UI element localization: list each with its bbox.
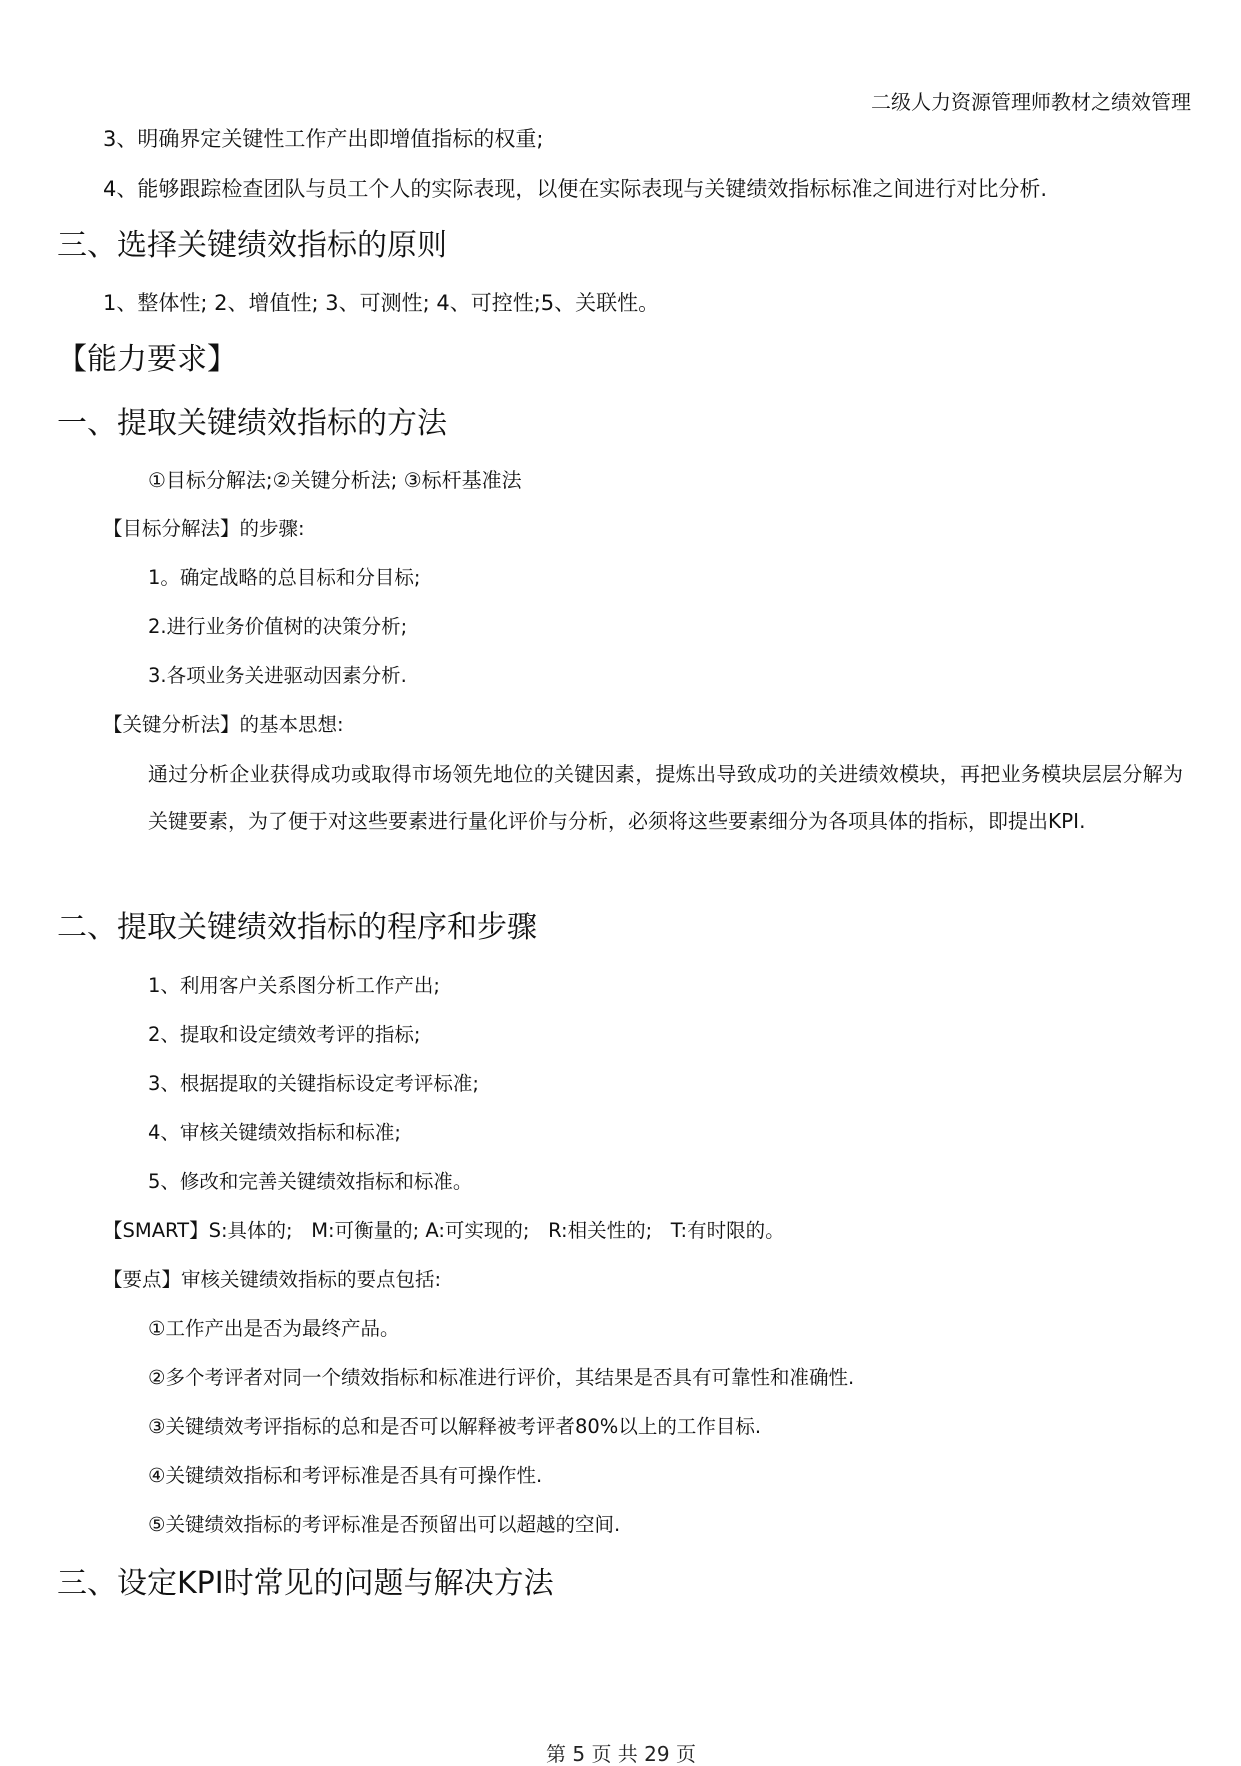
list-item: 2.进行业务价值树的决策分析; [148, 615, 408, 638]
section-heading: 二、提取关键绩效指标的程序和步骤 [57, 910, 537, 945]
list-item: 1、利用客户关系图分析工作产出; [148, 974, 440, 997]
list-item: 2、提取和设定绩效考评的指标; [148, 1023, 421, 1046]
section-heading: 一、提取关键绩效指标的方法 [57, 406, 447, 441]
list-item: ③关键绩效考评指标的总和是否可以解释被考评者80%以上的工作目标. [148, 1415, 762, 1438]
key-analysis-paragraph: 通过分析企业获得成功或取得市场领先地位的关键因素，提炼出导致成功的关进绩效模块，再把业务模块层层分解为关键要素，为了便于对这些要素进行量化评价与分析，必须将这些要素细分为各项具体的指标，即提出KPI. [148, 762, 1183, 833]
subsection-title: 【目标分解法】的步骤: [103, 517, 305, 540]
subsection-title: 【要点】审核关键绩效指标的要点包括: [103, 1268, 442, 1291]
list-item: ①工作产出是否为最终产品。 [148, 1317, 400, 1340]
list-item: 3.各项业务关进驱动因素分析. [148, 664, 407, 687]
page-footer: 第 5 页 共 29 页 [546, 1742, 696, 1766]
methods-line: ①目标分解法;②关键分析法; ③标杆基准法 [148, 468, 522, 492]
section-heading: 三、选择关键绩效指标的原则 [57, 228, 447, 263]
list-item: 4、能够跟踪检查团队与员工个人的实际表现，以便在实际表现与关键绩效指标标准之间进行对比分析. [103, 177, 1048, 201]
ability-heading: 【能力要求】 [57, 342, 237, 377]
list-item: ⑤关键绩效指标的考评标准是否预留出可以超越的空间. [148, 1513, 621, 1536]
smart-line: 【SMART】S:具体的; M:可衡量的; A:可实现的; R:相关性的; T:有时限的。 [103, 1219, 785, 1242]
list-item: 3、明确界定关键性工作产出即增值指标的权重; [103, 127, 544, 151]
principles-list: 1、整体性; 2、增值性; 3、可测性; 4、可控性;5、关联性。 [103, 291, 660, 315]
list-item: 4、审核关键绩效指标和标准; [148, 1121, 401, 1144]
list-item: ②多个考评者对同一个绩效指标和标准进行评价，其结果是否具有可靠性和准确性. [148, 1366, 855, 1389]
section-heading: 三、设定KPI时常见的问题与解决方法 [57, 1566, 554, 1601]
list-item: 3、根据提取的关键指标设定考评标准; [148, 1072, 479, 1095]
subsection-title: 【关键分析法】的基本思想: [103, 713, 344, 736]
list-item: 5、修改和完善关键绩效指标和标准。 [148, 1170, 473, 1193]
list-item: 1。确定战略的总目标和分目标; [148, 566, 421, 589]
list-item: ④关键绩效指标和考评标准是否具有可操作性. [148, 1464, 543, 1487]
running-header: 二级人力资源管理师教材之绩效管理 [871, 90, 1191, 114]
